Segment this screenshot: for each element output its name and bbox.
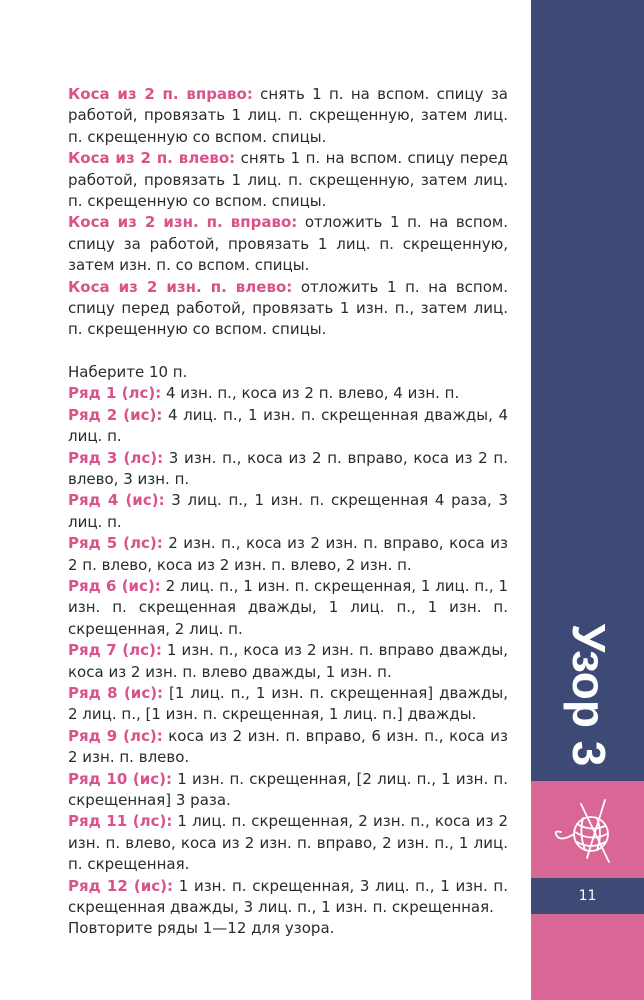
paragraph-spacer bbox=[68, 341, 508, 362]
row-text: [1 лиц. п., 1 изн. п. скрещенная] дважды, 2 лиц. п., [1 изн. п. скрещенная, 1 лиц. п.] дважды. bbox=[68, 683, 508, 724]
chapter-title bbox=[535, 615, 643, 775]
definition-paragraph bbox=[68, 277, 508, 341]
page-number: 11 bbox=[578, 888, 597, 904]
row-text: коса из 2 изн. п. вправо, 6 изн. п., коса из 2 изн. п. влево. bbox=[68, 726, 508, 767]
row-text: 1 изн. п., коса из 2 изн. п. вправо дважды, коса из 2 изн. п. влево дважды, 1 изн. п. bbox=[68, 641, 508, 681]
repeat-note: Повторите ряды 1—12 для узора. bbox=[68, 919, 335, 938]
row-text: 2 лиц. п., 1 изн. п. скрещенная, 1 лиц. п., 1 изн. п. скрещенная дважды, 1 лиц. п., 1 изн. п. скрещенная, 2 лиц. п. bbox=[68, 576, 509, 638]
row-text: 3 лиц. п., 1 изн. п. скрещенная 4 раза, 3 лиц. п. bbox=[68, 491, 509, 531]
row-label: Ряд 10 (ис): bbox=[68, 769, 173, 788]
row-text: 1 лиц. п. скрещенная, 2 изн. п., коса из 2 изн. п. влево, коса из 2 изн. п. вправо, 2 изн. п., 1 лиц. п. скрещенная. bbox=[68, 812, 508, 874]
definition-term: Коса из 2 изн. п. влево: bbox=[68, 277, 293, 296]
row-instruction bbox=[68, 876, 508, 919]
row-label: Ряд 5 (лс): bbox=[68, 534, 163, 553]
definition-term: Коса из 2 изн. п. вправо: bbox=[68, 213, 298, 232]
definition-text: снять 1 п. на вспом. спицу за работой, провязать 1 лиц. п. скрещенную, затем лиц. п. скрещенную со вспом. спицы. bbox=[68, 85, 508, 146]
row-text: 4 лиц. п., 1 изн. п. скрещенная дважды, 4 лиц. п. bbox=[68, 405, 509, 446]
row-instruction bbox=[68, 448, 508, 491]
row-label: Ряд 12 (ис): bbox=[68, 876, 174, 895]
row-text: 4 изн. п., коса из 2 п. влево, 4 изн. п. bbox=[161, 384, 460, 403]
row-text: 2 изн. п., коса из 2 изн. п. вправо, коса из 2 п. влево, коса из 2 изн. п. влево, 2 изн. п. bbox=[68, 534, 508, 574]
row-text: 3 изн. п., коса из 2 п. вправо, коса из 2 п. влево, 3 изн. п. bbox=[68, 448, 508, 488]
row-instruction bbox=[68, 576, 508, 640]
definition-term: Коса из 2 п. вправо: bbox=[68, 85, 253, 103]
definition-paragraph bbox=[68, 84, 508, 148]
cast-on-instruction: Наберите 10 п. bbox=[68, 362, 188, 381]
row-label: Ряд 9 (лс): bbox=[68, 726, 163, 745]
row-label: Ряд 2 (ис): bbox=[68, 405, 163, 424]
chapter-title-text: Узор 3 bbox=[563, 623, 615, 767]
row-label: Ряд 6 (ис): bbox=[68, 576, 161, 595]
definition-text: снять 1 п. на вспом. спицу перед работой, провязать 1 лиц. п. скрещенную, затем лиц. п. скрещенную со вспом. спицы. bbox=[68, 149, 508, 211]
row-text: 1 изн. п. скрещенная, [2 лиц. п., 1 изн. п. скрещенная] 3 раза. bbox=[68, 769, 508, 809]
row-label: Ряд 3 (лс): bbox=[68, 448, 164, 467]
row-label: Ряд 8 (ис): bbox=[68, 683, 164, 702]
row-instruction bbox=[68, 383, 508, 404]
row-instruction bbox=[68, 405, 508, 448]
definition-text: отложить 1 п. на вспом. спицу за работой, провязать 1 лиц. п. скрещенную, затем изн. п. со вспом. спицы. bbox=[68, 213, 509, 275]
chapter-sidebar bbox=[531, 0, 644, 1000]
row-instruction bbox=[68, 640, 508, 683]
row-text: 1 изн. п. скрещенная, 3 лиц. п., 1 изн. п. скрещенная дважды, 3 лиц. п., 1 изн. п. скрещенная. bbox=[68, 876, 509, 917]
row-instruction bbox=[68, 533, 508, 576]
page-body bbox=[68, 84, 508, 940]
row-instruction bbox=[68, 683, 508, 726]
row-label: Ряд 1 (лс): bbox=[68, 384, 162, 403]
row-instruction bbox=[68, 811, 508, 875]
definition-paragraph bbox=[68, 212, 508, 276]
yarn-ball-icon bbox=[547, 796, 627, 866]
definition-term: Коса из 2 п. влево: bbox=[68, 149, 236, 168]
row-label: Ряд 4 (ис): bbox=[68, 491, 165, 510]
row-instruction bbox=[68, 490, 508, 533]
definition-text: отложить 1 п. на вспом. спицу перед работой, провязать 1 изн. п., затем лиц. п. скрещенную со вспом. спицы. bbox=[68, 277, 509, 339]
row-instruction bbox=[68, 769, 508, 812]
definition-paragraph bbox=[68, 148, 508, 212]
row-label: Ряд 11 (лс): bbox=[68, 812, 173, 831]
row-instruction bbox=[68, 726, 508, 769]
row-label: Ряд 7 (лс): bbox=[68, 641, 162, 660]
chapter-title-svg bbox=[535, 615, 643, 775]
